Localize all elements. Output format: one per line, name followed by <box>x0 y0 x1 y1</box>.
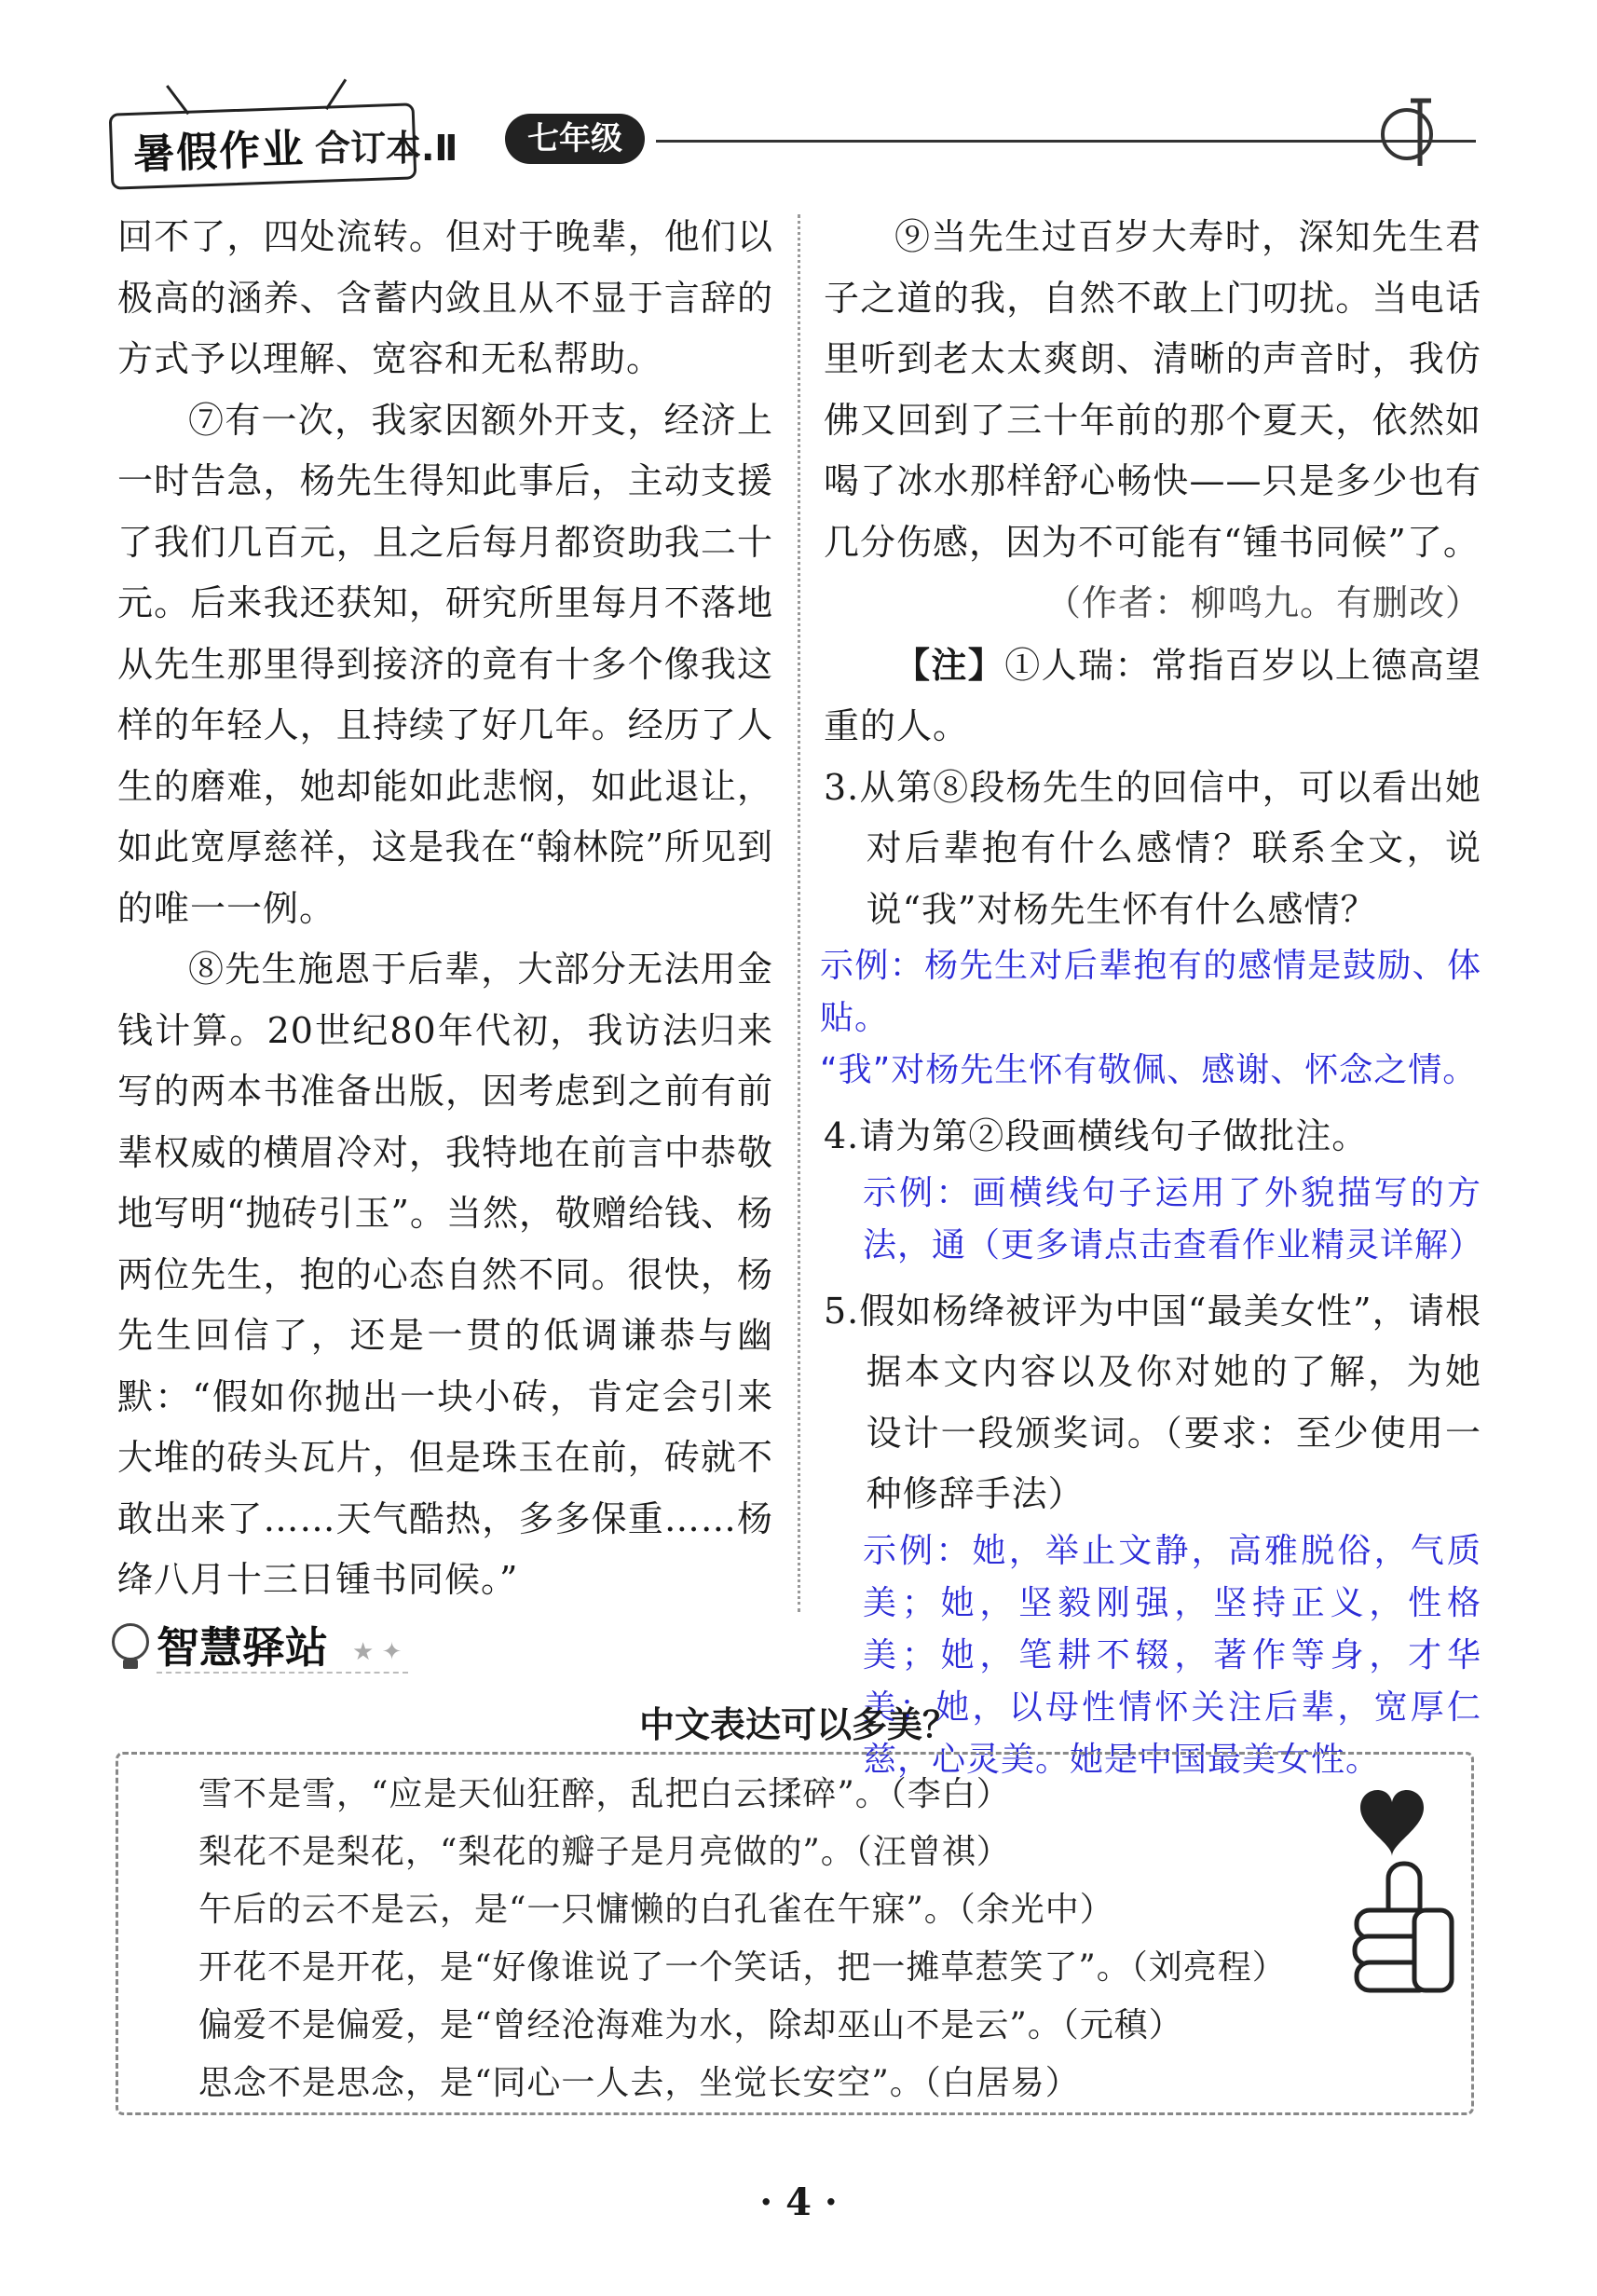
page-number: · 4 · <box>759 2180 838 2224</box>
paragraph-continued: 回不了，四处流转。但对于晚辈，他们以极高的涵养、含蓄内敛且从不显于言辞的方式予以理解、宽容和无私帮助。 <box>117 216 773 379</box>
question-3: 3.从第⑧段杨先生的回信中，可以看出她对后辈抱有什么感情？联系全文，说说“我”对杨先生怀有什么感情？ <box>824 766 1481 930</box>
column-divider <box>798 214 800 1612</box>
left-column <box>117 207 773 1611</box>
question-5: 5.假如杨绛被评为中国“最美女性”，请根据本文内容以及你对她的了解，为她设计一段颁奖词。（要求：至少使用一种修辞手法） <box>824 1290 1481 1514</box>
question-4: 4.请为第②段画横线句子做批注。 <box>824 1115 1369 1156</box>
grade-badge: 七年级 <box>505 114 645 164</box>
series-title: 合订本.Ⅱ <box>315 128 458 169</box>
paragraph-9: ⑨当先生过百岁大寿时，深知先生君子之道的我，自然不敢上门叨扰。当电话里听到老太太爽朗、清晰的声音时，我仿佛又回到了三十年前的那个夏天，依然如喝了冰水那样舒心畅快——只是多少也有几分伤感，因为不可能有“锺书同候”了。 <box>824 216 1481 563</box>
header-rule <box>656 140 1476 143</box>
wisdom-station-heading <box>112 1610 410 1675</box>
quote-item: 梨花不是梨花，“梨花的瓣子是月亮做的”。（汪曾祺） <box>198 1833 1011 1871</box>
box-title: 中文表达可以多美？ <box>638 1704 958 1745</box>
quote-item: 思念不是思念，是“同心一人去，坐觉长安空”。（白居易） <box>198 2064 1080 2102</box>
bulb-icon <box>112 1623 149 1660</box>
answer-4[interactable]: 示例：画横线句子运用了外貌描写的方法，通（更多请点击查看作业精灵详解） <box>863 1173 1484 1264</box>
star-decoration-icon: ★ ✦ <box>352 1638 403 1666</box>
station-title: 智慧驿站 <box>157 1622 328 1673</box>
answer-3-line-2: “我”对杨先生怀有敬佩、感谢、怀念之情。 <box>820 1051 1478 1089</box>
corner-decoration-icon <box>1370 91 1454 175</box>
quote-item: 午后的云不是云，是“一只慵懒的白孔雀在午寐”。（余光中） <box>198 1891 1114 1929</box>
answer-5: 示例：她，举止文静，高雅脱俗，气质美；她，坚毅刚强，坚持正义，性格美；她，笔耕不辍，著作等身，才华美；她，以母性情怀关注后辈，宽厚仁慈，心灵美。她是中国最美女性。 <box>863 1531 1481 1779</box>
quote-box <box>116 1752 1474 2115</box>
page-header <box>102 82 1481 184</box>
note-text: ①人瑞：常指百岁以上德高望重的人。 <box>824 644 1481 746</box>
note-label: 【注】 <box>894 643 1005 686</box>
quote-item: 开花不是开花，是“好像谁说了一个笑话，把一摊草惹笑了”。（刘亮程） <box>198 1948 1287 1987</box>
thumbs-up-heart-icon <box>1323 1770 1463 2013</box>
author-credit: （作者：柳鸣九。有删改） <box>1044 582 1481 623</box>
footnote <box>824 635 1481 758</box>
answer-3-line-1: 示例：杨先生对后辈抱有的感情是鼓励、体贴。 <box>820 947 1481 1037</box>
logo-text: 暑假作业 <box>132 125 307 179</box>
paragraph-8: ⑧先生施恩于后辈，大部分无法用金钱计算。20世纪80年代初，我访法归来写的两本书准备出版，因考虑到之前有前辈权威的横眉冷对，我特地在前言中恭敬地写明“抛砖引玉”。当然，敬赠给钱、杨两位先生，抱的心态自然不同。很快，杨先生回信了，还是一贯的低调谦恭与幽默：“假如你抛出一块小砖，肯定会引来大堆的砖头瓦片，但是珠玉在前，砖就不敢出来了……天气酷热，多多保重……杨绛八月十三日锺书同候。” <box>117 949 773 1600</box>
paragraph-7: ⑦有一次，我家因额外开支，经济上一时告急，杨先生得知此事后，主动支援了我们几百元，且之后每月都资助我二十元。后来我还获知，研究所里每月不落地从先生那里得到接济的竟有十多个像我这样的年轻人，且持续了好几年。经历了人生的磨难，她却能如此悲悯，如此退让，如此宽厚慈祥，这是我在“翰林院”所见到的唯一一例。 <box>117 399 773 929</box>
quote-item: 偏爱不是偏爱，是“曾经沧海难为水，除却巫山不是云”。（元稹） <box>198 2006 1183 2044</box>
quote-item: 雪不是雪，“应是天仙狂醉，乱把白云揉碎”。（李白） <box>198 1775 1011 1813</box>
right-column <box>820 207 1484 1786</box>
station-underline <box>157 1672 408 1674</box>
